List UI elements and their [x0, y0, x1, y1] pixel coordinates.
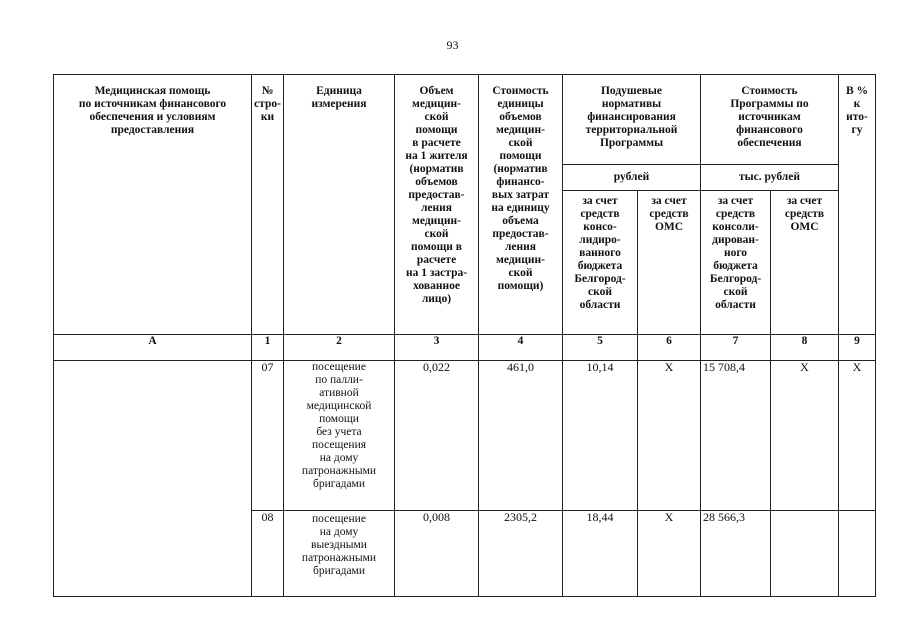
- header-program-cost: Стоимость Программы по источникам финансового обеспечения: [701, 75, 839, 165]
- program-oms-cell: [771, 511, 839, 597]
- volume-cell: 0,022: [395, 361, 479, 511]
- percapita-oms-cell: Х: [638, 511, 701, 597]
- column-number: 9: [839, 335, 876, 361]
- percapita-budget-cell: 10,14: [563, 361, 638, 511]
- column-number: 1: [252, 335, 284, 361]
- column-number: 8: [771, 335, 839, 361]
- header-per-capita-norms: Подушевые нормативы финансирования территориальной Программы: [563, 75, 701, 165]
- percapita-budget-cell: 18,44: [563, 511, 638, 597]
- header-oms-funds-program: за счет средств ОМС: [771, 191, 839, 335]
- program-budget-cell: 15 708,4: [701, 361, 771, 511]
- percent-cell: Х: [839, 361, 876, 511]
- column-numbers-row: [54, 335, 876, 361]
- header-oms-funds: за счет средств ОМС: [638, 191, 701, 335]
- row-number: 07: [252, 361, 284, 511]
- header-row-number: № стро- ки: [252, 75, 284, 335]
- percapita-oms-cell: Х: [638, 361, 701, 511]
- row-number: 08: [252, 511, 284, 597]
- unit-cell: посещение на дому выездными патронажными бригадами: [284, 511, 395, 597]
- table-row: [54, 361, 876, 511]
- program-oms-cell: Х: [771, 361, 839, 511]
- program-budget-cell: 28 566,3: [701, 511, 771, 597]
- volume-cell: 0,008: [395, 511, 479, 597]
- unit-cell: посещение по палли- ативной медицинской помощи без учета посещения на дому патронажными бригадами: [284, 361, 395, 511]
- header-consolidated-budget-program: за счет средств консоли- дирован- ного бюджета Белгород- ской области: [701, 191, 771, 335]
- page-number: 93: [446, 38, 459, 52]
- program-cost-table: [53, 74, 876, 597]
- header-medical-care: Медицинская помощь по источникам финансового обеспечения и условиям предоставления: [54, 75, 252, 335]
- percent-cell: [839, 511, 876, 597]
- cost-cell: 461,0: [479, 361, 563, 511]
- cost-cell: 2305,2: [479, 511, 563, 597]
- header-volume: Объем медицин- ской помощи в расчете на 1 жителя (норматив объемов предостав- ления медицин- ской помощи в расчете на 1 застра- хованное лицо): [395, 75, 479, 335]
- column-number: 3: [395, 335, 479, 361]
- column-number: 2: [284, 335, 395, 361]
- header-percent-of-total: В % к ито- гу: [839, 75, 876, 335]
- column-number: 6: [638, 335, 701, 361]
- header-consolidated-budget: за счет средств консо- лидиро- ванного бюджета Белгород- ской области: [563, 191, 638, 335]
- column-number: 5: [563, 335, 638, 361]
- column-number: 7: [701, 335, 771, 361]
- header-unit: Единица измерения: [284, 75, 395, 335]
- header-thousand-rubles: тыс. рублей: [701, 165, 839, 191]
- header-unit-cost: Стоимость единицы объемов медицин- ской помощи (норматив финансо- вых затрат на единицу объема предостав- ления медицин- ской помощи): [479, 75, 563, 335]
- care-type-cell: [54, 361, 252, 597]
- header-rubles: рублей: [563, 165, 701, 191]
- column-number: 4: [479, 335, 563, 361]
- column-number: А: [54, 335, 252, 361]
